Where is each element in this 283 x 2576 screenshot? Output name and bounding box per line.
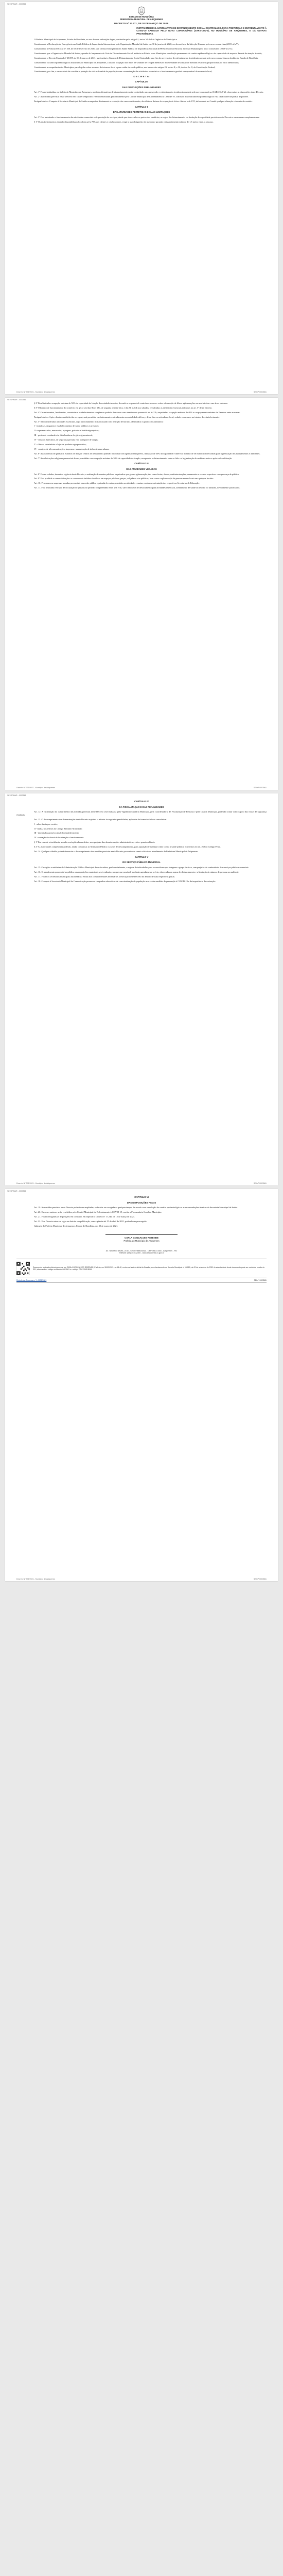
paragraph: Art. 1º Ficam instituídas, no âmbito do Município de Ariquemes, medidas alternativas de distanciamento social controlado, para prevenção e enfrentamento à epidemia causada pelo novo coronavírus (SARS-CoV-2), observadas as disposições deste Decreto. [34, 91, 264, 94]
footer-right: SEI nº 0003561 [253, 1182, 267, 1184]
chapter-heading: CAPÍTULO V [134, 855, 149, 858]
chapter-heading: DAS ATIVIDADES PERMITIDAS E SUAS LIMITAÇÕES [113, 111, 170, 114]
paragraph: Gabinete do Prefeito Municipal de Ariquemes, Estado de Rondônia, em 30 de março de 2021. [34, 1224, 118, 1227]
chapter-heading: DAS ATIVIDADES VEDADAS [126, 467, 157, 470]
paragraph: Art. 18. Compete à Secretaria Municipal de Comunicação promover campanhas educativas de conscientização da população acerca das medidas de prevenção à COVID-19 e da importância da vacinação. [34, 879, 216, 883]
paragraph: Art. 7º As celebrações religiosas presenciais ficam permitidas com ocupação máxima de 30% da capacidade do templo, assegurado o distanciamento entre os fiéis e a higienização do ambiente antes e após cada celebração. [34, 456, 233, 460]
header-city: PREFEITURA MUNICIPAL DE ARIQUEMES [120, 18, 163, 21]
footer-right: SEI nº 0003561 [253, 391, 267, 393]
page-footer [16, 787, 267, 789]
paragraph: IV - cassação do alvará de localização e funcionamento. [34, 836, 84, 839]
paragraph: Art. 14. Qualquer cidadão poderá denunciar o descumprimento das medidas previstas neste Decreto por meio dos canais oficiais de atendimento da Prefeitura Municipal de Ariquemes. [34, 850, 199, 853]
reference-process [16, 1279, 46, 1281]
institution-address [16, 1250, 267, 1255]
process-link[interactable]: Referência: Processo nº 1-9905/2021 [16, 1279, 47, 1282]
chapter-heading: DAS DISPOSIÇÕES PRELIMINARES [122, 86, 161, 89]
page-footer [16, 1182, 267, 1184]
paragraph: III - postos de combustíveis, distribuidoras de gás e água mineral; [34, 434, 93, 437]
paragraph: Art. 21. Ficam revogadas as disposições em contrário, em especial o Decreto nº 17.240, de 12 de março de 2021. [34, 1215, 135, 1218]
page-tag: SEI/SPMAR - 0003561 [7, 3, 26, 5]
paragraph: Art. 10. Permanecem suspensas as aulas presenciais nas redes pública e privada de ensino, mantidas as atividades remotas, conforme orientação das respectivas Secretarias de Educação. [34, 482, 200, 485]
reference-bar [16, 1278, 267, 1283]
paragraph: Considerando que a Organização Mundial de Saúde, quando do lançamento do Guia de Distanciamento Social, atribuiu ao Estado e aos Municípios a avaliação permanente do cenário epidemiológico e da capacidade de resposta da rede de atenção à saúde; [34, 52, 262, 55]
footer-left: Decreto N° 371/2021 - Município de Ariquemes [16, 787, 56, 789]
paragraph: Art. 5º São consideradas atividades essenciais, cujo funcionamento fica autorizado sem restrição de horário, observados os protocolos sanitários: [34, 420, 164, 423]
reference-sei: SEI nº 0003561 [254, 1279, 267, 1282]
paragraph: Parágrafo único. Após o horário estabelecido no caput, será permitido exclusivamente o atendimento na modalidade delivery, drive-thru ou retirada no local, vedado o consumo no interior do estabelecimento. [34, 415, 220, 418]
chapter-heading: DAS DISPOSIÇÕES FINAIS [127, 1201, 156, 1204]
paragraph: Art. 13. O descumprimento das determinações deste Decreto sujeitará o infrator às seguintes penalidades, aplicadas de forma isolada ou cumulativa: [34, 818, 167, 821]
paragraph: IV - serviços funerários, de segurança privada e de transporte de cargas; [34, 438, 99, 442]
paragraph: § 1º Os estabelecimentos deverão disponibilizar álcool em gel a 70% aos clientes e colaboradores, exigir o uso obrigatório de máscara e garantir o distanciamento mínimo de 1,5 metro entre as pessoas. [34, 120, 214, 123]
paragraph: Art. 20. Os casos omissos serão resolvidos pelo Comitê Municipal de Enfrentamento à COVID-19, ouvida a Procuradoria-Geral do Município. [34, 1211, 162, 1214]
chapter-heading: CAPÍTULO VI [134, 1196, 149, 1198]
signature-name: CARLA GONÇALVES REZENDE [124, 1236, 159, 1240]
document [0, 2, 283, 1581]
paragraph: II - supermercados, mercearias, açougues, padarias e hortifrutigranjeiros; [34, 429, 99, 432]
page-tag: SEI/SPMAR - 0003561 [7, 794, 26, 796]
paragraph: Considerando a Declaração de Emergência em Saúde Pública de Importância Internacional pela Organização Mundial da Saúde em 30 de janeiro de 2020, em decorrência da Infecção Humana pelo novo coronavírus (2019-nCoV); [34, 43, 239, 46]
paragraph: Art. 4º Os restaurantes, lanchonetes, sorveterias e estabelecimentos congêneres poderão funcionar com atendimento presencial até às 21h, respeitada a ocupação máxima de 40% e o espaçamento mínimo de 2 metros entre as mesas. [34, 411, 240, 414]
address-line: Av. Tancredo Neves, 2166 - Setor Institucional - CEP 76872-854 - Ariquemes - RO [105, 1249, 178, 1252]
page-2 [5, 398, 278, 790]
page-1 [5, 2, 278, 394]
chapter-heading: DO SERVIÇO PÚBLICO MUNICIPAL [122, 861, 161, 864]
stamp-text: Documento assinado eletronicamente por CARLA GONÇALVES REZENDE, Prefeita, em 30/03/2021, às 18:42, conforme horário oficial de Brasília, com fundamento no Decreto Municipal nº 16.215, de 02 de setembro de 2020. A autenticidade deste documento pode ser conferida no site do SEI, informando o código verificador 0003561 e o código CRC 7A2F4B19. [33, 1266, 265, 1271]
page-tag: SEI/SPMAR - 0003561 [7, 399, 26, 401]
page-footer [16, 391, 267, 393]
decreta-heading: D E C R E T A: [133, 75, 150, 78]
paragraph: § 2º Fica limitada a ocupação máxima de 50% da capacidade de lotação dos estabelecimentos, devendo o responsável controlar o acesso e evitar a formação de filas e aglomerações em seu interior e nas áreas externas. [34, 402, 228, 404]
paragraph: VI - serviços de telecomunicações, imprensa e manutenção de infraestrutura urbana. [34, 447, 110, 450]
signature-role: Prefeita do Município de Ariquemes [123, 1240, 160, 1243]
signature-block [16, 1234, 267, 1242]
paragraph: Parágrafo único. Compete à Secretaria Municipal de Saúde acompanhar diariamente a evolução dos casos confirmados, dos óbitos e da taxa de ocupação de leitos clínicos e de UTI, informando ao Comitê qualquer alteração relevante do cenário. [34, 100, 253, 103]
paragraph: O Prefeito Municipal de Ariquemes, Estado de Rondônia, no uso de suas atribuições legais, conferidas pelo artigo 61, inciso VI da Lei Orgânica do Município e [34, 38, 178, 41]
chapter-heading: DA FISCALIZAÇÃO E DAS PENALIDADES [119, 805, 164, 808]
footer-left: Decreto N° 371/2021 - Município de Ariquemes [16, 391, 56, 393]
paragraph: Art. 3º Fica autorizado o funcionamento das atividades comerciais e de prestação de serviços, desde que observados os protocolos sanitários, as regras de distanciamento e a limitação de capacidade previstos neste Decreto e nas normas complementares. [34, 116, 260, 119]
page-3 [5, 793, 278, 1185]
footer-right: SEI nº 0003561 [253, 1578, 267, 1580]
chapter-heading: CAPÍTULO I [135, 80, 148, 83]
signature-line [105, 1234, 178, 1235]
paragraph: II - multa, nos termos do Código Sanitário Municipal; [34, 827, 82, 830]
paragraph: III - interdição parcial ou total do estabelecimento; [34, 832, 80, 835]
paragraph: Considerando a Portaria MS/GM nº 188, de 03 de fevereiro de 2020, que Declara Emergência em Saúde Pública de Importância Nacional (ESPIN) em decorrência da Infecção Humana pelo novo coronavírus (2019-nCoV); [34, 47, 233, 50]
paragraph: Considerando o Decreto Estadual nº 25.859, de 06 de março de 2021, que institui o Sistema de Distanciamento Social Controlado para fins de prevenção e de enfrentamento à epidemia causada pelo novo coronavírus no âmbito do Estado de Rondônia; [34, 56, 259, 59]
address-line: Telefone: (69) 3516-2300 - www.ariquemes.ro.gov.br [118, 1252, 165, 1255]
paragraph: § 1º Em caso de reincidência, a multa será aplicada em dobro, sem prejuízo das demais sanções administrativas, civis e penais cabíveis. [34, 841, 155, 844]
page-footer [16, 1578, 267, 1580]
footer-right: SEI nº 0003561 [253, 787, 267, 789]
paragraph: I - advertência por escrito; [34, 822, 58, 825]
paragraph: Art. 22. Este Decreto entra em vigor na data de sua publicação, com vigência até 15 de abril de 2021, podendo ser prorrogado. [34, 1219, 147, 1223]
footer-left: Decreto N° 371/2021 - Município de Ariquemes [16, 1182, 56, 1184]
paragraph: Art. 12. A fiscalização do cumprimento das medidas previstas neste Decreto será realizada pela Vigilância Sanitária Municipal, pela Coordenadoria de Fiscalização de Posturas e pela Guarda Municipal, podendo contar com o apoio das forças de segurança estaduais. [16, 810, 267, 816]
paragraph: § 3º O horário de funcionamento do comércio em geral será das 8h às 18h, de segunda a sexta-feira, e das 8h às 14h aos sábados, ressalvadas as atividades essenciais definidas no art. 5º deste Decreto. [34, 406, 213, 409]
paragraph: § 2º As autoridades competentes poderão, ainda, comunicar ao Ministério Público os casos de descumprimento, para apuração de eventual crime contra a saúde pública, nos termos do art. 268 do Código Penal. [34, 845, 221, 849]
paragraph: Art. 6º As academias de ginástica, estúdios de dança e centros de treinamento poderão funcionar com agendamento prévio, limitação de 30% da capacidade e intervalo mínimo de 30 minutos entre turmas para higienização dos equipamentos e ambientes. [34, 452, 260, 455]
paragraph: I - farmácias, drogarias e estabelecimentos de saúde públicos e privados; [34, 425, 99, 428]
footer-left: Decreto N° 371/2021 - Município de Ariquemes [16, 1578, 56, 1580]
chapter-heading: CAPÍTULO III [134, 462, 149, 465]
page-tag: SEI/SPMAR - 0003561 [7, 1190, 26, 1192]
paragraph: Considerando, por fim, a necessidade de conciliar a proteção da vida e da saúde da população com a manutenção das atividades essenciais e o funcionamento gradual e responsável da economia local; [34, 70, 213, 73]
paragraph: Art. 11. Fica instituída restrição de circulação de pessoas no período compreendido entre 23h e 5h, salvo em casos de deslocamento para atividades essenciais, atendimento de saúde ou retorno do trabalho, devidamente justificados. [34, 486, 240, 489]
page-4 [5, 1189, 278, 1581]
paragraph: V - clínicas veterinárias e lojas de produtos agropecuários; [34, 443, 86, 446]
paragraph: Art. 16. O atendimento presencial ao público nas repartições municipais será realizado, sempre que possível, mediante agendamento prévio, observadas as regras de distanciamento e a limitação do número de pessoas no ambiente. [34, 870, 239, 873]
electronic-signature-stamp [16, 1259, 267, 1275]
paragraph: Considerando os dados epidemiológicos atualizados do Município de Ariquemes, a taxa de ocupação dos leitos de Unidade de Terapia Intensiva e a necessidade de adoção de medidas restritivas proporcionais ao risco identificado; [34, 61, 239, 64]
qr-code-icon [16, 1262, 30, 1275]
chapter-heading: CAPÍTULO II [134, 105, 149, 108]
paragraph: Considerando a competência dos Municípios para legislar sobre assuntos de interesse local e para cuidar da saúde pública, nos termos dos artigos 23, inciso II, e 30, incisos I e II, da Constituição Federal; [34, 65, 216, 69]
chapter-heading: CAPÍTULO IV [134, 800, 149, 803]
header-state: ESTADO DE RONDÔNIA [129, 15, 154, 18]
paragraph: Art. 9º Fica proibida a comercialização e o consumo de bebidas alcoólicas em espaços públicos, praças, calçadas e vias públicas, bem como a aglomeração de pessoas nesses locais em qualquer horário. [34, 477, 214, 480]
paragraph: Art. 8º Ficam vedados, durante a vigência deste Decreto, a realização de eventos públicos ou privados que gerem aglomeração, tais como festas, shows, confraternizações, casamentos e eventos esportivos com presença de público. [34, 472, 240, 476]
paragraph: Art. 17. Ficam os secretários municipais autorizados a editar atos complementares necessários à execução deste Decreto no âmbito de suas respectivas pastas. [34, 875, 175, 878]
decree-ementa: INSTITUI MEDIDAS ALTERNATIVAS DE DISTANCIAMENTO SOCIAL CONTROLADO, PARA PREVENÇÃO E ENFRENTAMENTO À COVID-19 CAUSADA PELO NOVO CORONAVÍRUS (SARS-COV-2), NO MUNICÍPIO DE ARIQUEMES, E DÁ OUTRAS PROVIDÊNCIAS. [136, 27, 267, 35]
coat-of-arms-icon [137, 6, 146, 15]
paragraph: Art. 15. Os órgãos e entidades da Administração Pública Municipal deverão adotar, preferencialmente, o regime de teletrabalho para os servidores que integrem o grupo de risco, sem prejuízo da continuidade dos serviços públicos essenciais. [34, 866, 249, 869]
decree-title: DECRETO Nº 17.371, DE 30 DE MARÇO DE 2021. [114, 22, 169, 25]
paragraph: Art. 2º As medidas previstas neste Decreto têm caráter temporário e serão reavaliadas periodicamente pelo Comitê Municipal de Enfrentamento à COVID-19, com base nos indicadores epidemiológicos e na capacidade hospitalar disponível. [34, 95, 249, 98]
paragraph: Art. 19. As medidas previstas neste Decreto poderão ser ampliadas, reduzidas ou revogadas a qualquer tempo, de acordo com a evolução do cenário epidemiológico e as recomendações técnicas da Secretaria Municipal de Saúde. [34, 1206, 238, 1209]
